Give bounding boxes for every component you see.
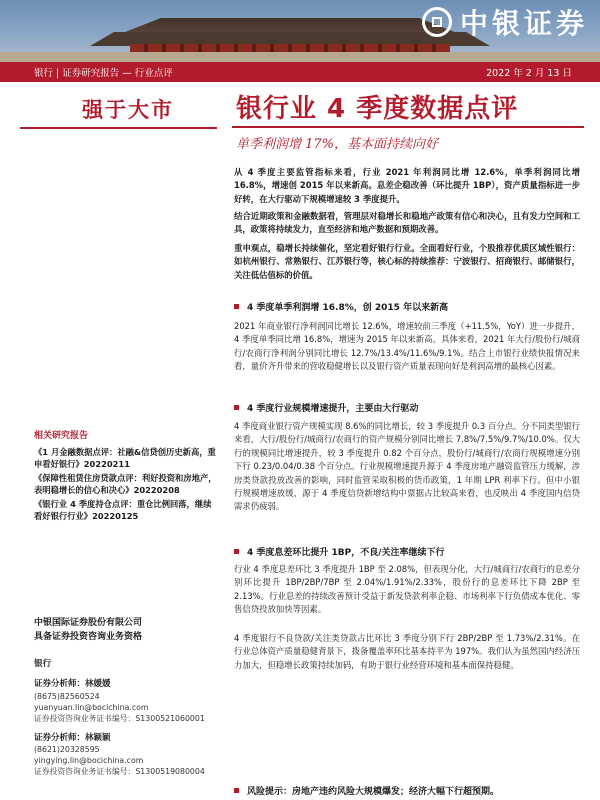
section-para: 行业 4 季度息差环比 3 季度提升 1BP 至 2.08%，但表现分化，大行/城商行/农商行的息差分别环比提升 1BP/2BP/7BP 至 2.04%/1.91%/2.33%，股份行的息差环比下降 2BP 至 2.13%。行业息差的持续改善预计受益于新发贷款利率企稳、市场利率下行负债成本优化、零售信贷投放加快等因素。 — [234, 564, 580, 615]
section-heading-text: 4 季度行业规模增速提升，主要由大行驱动 — [247, 404, 419, 414]
section-body — [234, 420, 580, 514]
palace-roof — [120, 14, 460, 34]
analyst-email[interactable]: yuanyuan.lin@bocichina.com — [34, 702, 149, 712]
palace-ground — [0, 52, 600, 62]
bullet-square-icon — [234, 549, 239, 554]
boc-coin-icon — [422, 7, 452, 37]
related-report-item[interactable]: 《1 月金融数据点评：社融&信贷创历史新高，重申看好银行》20220211 — [34, 447, 216, 470]
section-para: 2021 年商业银行净利润同比增长 12.6%，增速较前三季度（+11.5%，YoY）进一步提升，4 季度单季同比增 16.8%，增速为 2015 年以来新高。具体来看，2021 年大行/股份行/城商行/农商行净利润分别同比增长 12.7%/13.4%/11.6%/9.1%。结合上市银行业绩快报情况来看，量价齐升带来的营收稳健增长以及银行资产质量表现向好是利润高增的最核心因素。 — [234, 321, 580, 372]
analyst-sector: 银行 — [34, 659, 52, 669]
analyst-name: 证券分析师：林颖颖 — [34, 732, 111, 743]
section-heading-text: 4 季度息差环比提升 1BP，不良/关注率继续下行 — [247, 548, 445, 558]
section-body — [234, 320, 580, 374]
analyst-phone: (8675)82560524 — [34, 691, 100, 701]
report-date: 2022 年 2 月 13 日 — [486, 68, 572, 79]
bullet-square-icon — [234, 304, 239, 309]
analyst-email[interactable]: yingying.lin@bocichina.com — [34, 756, 144, 766]
analyst-cert: 证券投资咨询业务证书编号：S1300519080004 — [34, 767, 205, 777]
bullet-square-icon — [234, 405, 239, 410]
report-title: 银行业 4 季度数据点评 — [236, 94, 519, 124]
report-category: 银行 | 证券研究报告 — 行业点评 — [34, 68, 173, 79]
analysts-block — [34, 658, 218, 777]
section-heading — [234, 401, 418, 414]
related-reports-list — [34, 446, 218, 523]
title-divider — [232, 126, 584, 128]
section-heading-text: 4 季度单季利润增 16.8%，创 2015 年以来新高 — [247, 303, 449, 313]
analyst-phone: (8621)20328595 — [34, 745, 100, 755]
section-body — [234, 563, 580, 617]
related-reports-title: 相关研究报告 — [34, 431, 89, 441]
summary-para: 重申观点，稳增长持续催化，坚定看好银行行业。全面看好行业，个股推荐优质区域性银行：如杭州银行、常熟银行、江苏银行等，核心标的持续推荐：宁波银行、招商银行、邮储银行，关注低估值标的价值。 — [234, 243, 580, 280]
brand-name: 中银证券 — [459, 7, 588, 40]
hero-banner — [0, 0, 600, 62]
related-report-item[interactable]: 《银行业 4 季度持仓点评：重仓比例回落，继续看好银行行业》20220125 — [34, 498, 212, 522]
summary-block — [234, 210, 580, 237]
analyst-name: 证券分析师：林媛媛 — [34, 679, 111, 690]
summary-block — [234, 166, 580, 206]
section-heading — [234, 545, 445, 558]
rating-divider — [20, 127, 217, 129]
analyst-cert: 证券投资咨询业务证书编号：S1300521060001 — [34, 713, 205, 723]
section-para: 4 季度银行不良贷款/关注类贷款占比环比 3 季度分别下行 2BP/2BP 至 1.73%/2.31%。在行业总体资产质量稳健背景下，拨备覆盖率环比基本持平为 197%。我们认为虽然国内经济压力加大，但稳增长政策持续加码，有助于银行业经营环境和基本面保持稳健。 — [234, 633, 580, 670]
bullet-square-icon — [234, 788, 239, 793]
section-body — [234, 632, 580, 672]
risk-text: 风险提示：房地产违约风险大规模爆发；经济大幅下行超预期。 — [247, 787, 500, 797]
risk-warning — [234, 784, 499, 797]
report-subtitle: 单季利润增 17%，基本面持续向好 — [236, 137, 439, 152]
header-strip — [0, 62, 600, 82]
firm-name: 中银国际证券股份有限公司 — [34, 618, 143, 628]
related-report-item[interactable]: 《保障性租赁住房贷款点评：利好投资和房地产，表明稳增长的信心和决心》20220208 — [34, 472, 217, 496]
summary-para: 结合近期政策和金融数据看，管理层对稳增长和稳地产政策有信心和决心，且有发力空间和工具，政策将持续发力，直至经济和地产数据和预期改善。 — [234, 211, 580, 235]
section-para: 4 季度商业银行资产规模实现 8.6%的同比增长，较 3 季度提升 0.3 百分点。分不同类型银行来看，大行/股份行/城商行/农商行的资产规模分别同比增长 7.8%/7.5%/9.7%/10.0%。仅大行的规模同比增速提升，较 3 季度提升 0.82 个百分点，股份行/城商行/农商行规模增速分别下行 0.23/0.04/0.38 个百分点。行业规模增速提升源于 4 季度房地产融资监管压力缓解，涉房类贷款投放改善的影响，同时监管采取积极的货币政策，1 年期 LPR 利率下行。但中小银行规模增速放缓，源于 4 季度信贷新增结构中票据占比较高来看，也反映出 4 季度国内信贷需求仍疲弱。 — [234, 421, 580, 512]
industry-rating: 强于大市 — [82, 98, 174, 122]
brand-logo — [422, 2, 588, 42]
firm-info — [34, 616, 218, 644]
firm-license: 具备证券投资咨询业务资格 — [34, 632, 143, 642]
summary-block — [234, 242, 580, 282]
section-heading — [234, 300, 448, 313]
summary-para: 从 4 季度主要监管指标来看，行业 2021 年利润同比增 12.6%，单季利润同比增 16.8%，增速创 2015 年以来新高。息差企稳改善（环比提升 1BP），资产质量指标进一步好转，在大行驱动下规模增速较 3 季度提升。 — [234, 167, 580, 204]
